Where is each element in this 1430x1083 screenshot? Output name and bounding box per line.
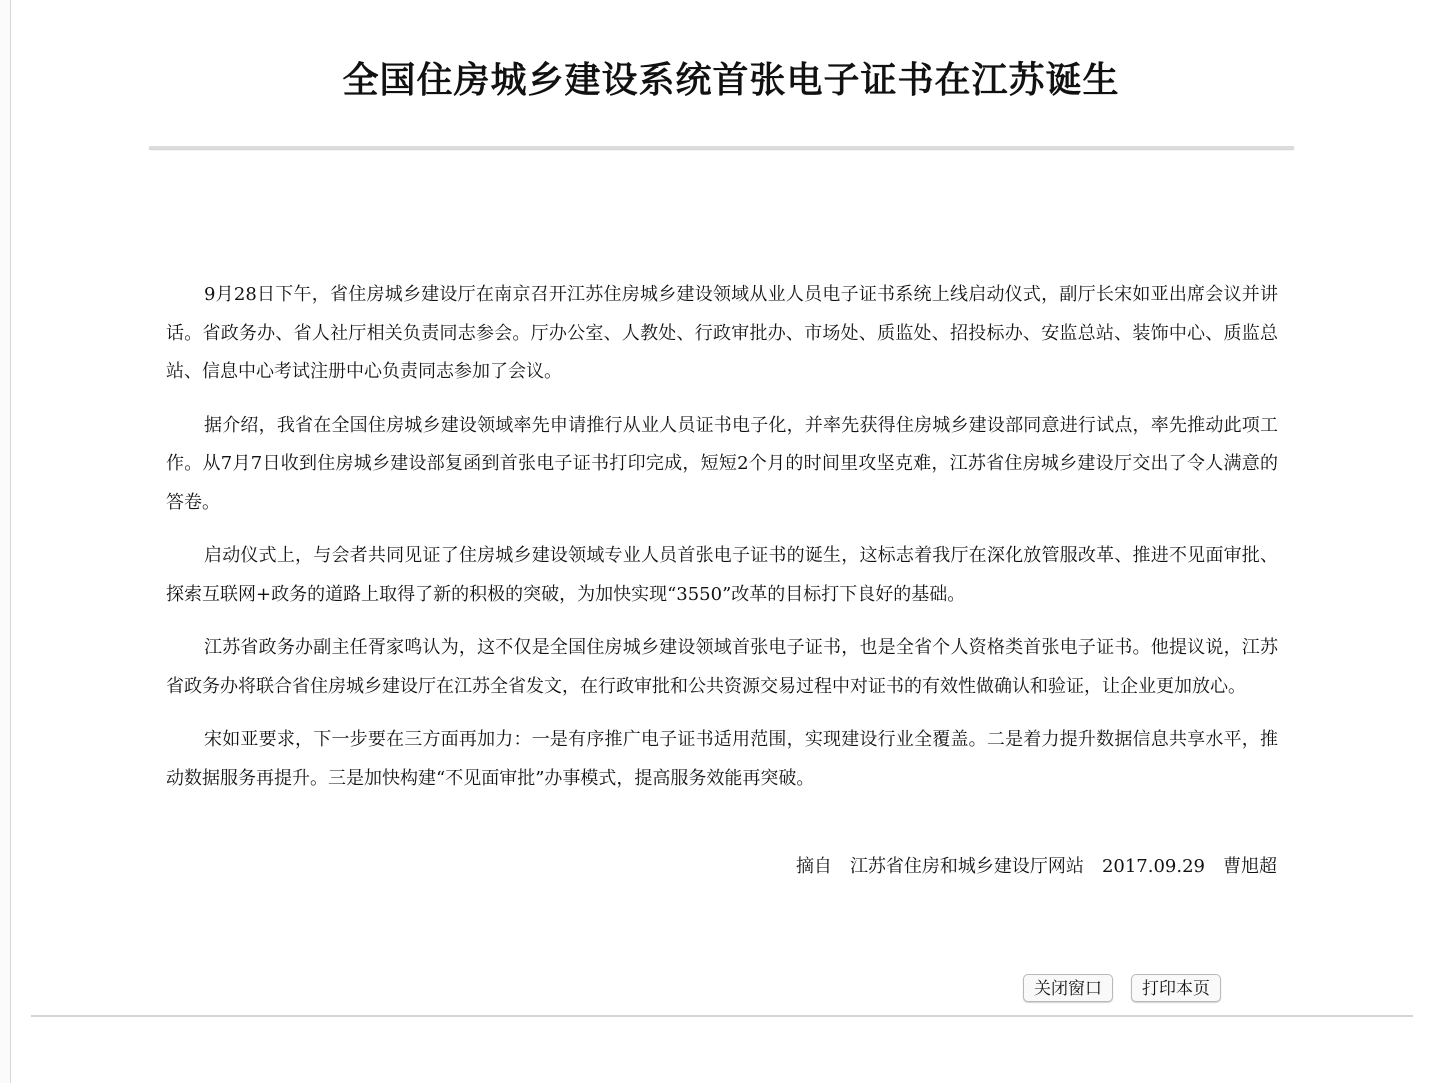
close-window-button[interactable]: 关闭窗口 xyxy=(1023,974,1113,1002)
article-body xyxy=(166,276,1278,813)
source-site: 江苏省住房和城乡建设厅网站 xyxy=(849,856,1084,877)
article-paragraph: 江苏省政务办副主任胥家鸣认为，这不仅是全国住房城乡建设领域首张电子证书，也是全省个人资格类首张电子证书。他提议说，江苏省政务办将联合省住房城乡建设厅在江苏全省发文，在行政审批和公共资源交易过程中对证书的有效性做确认和验证，让企业更加放心。 xyxy=(166,637,1278,697)
footer-divider xyxy=(31,1015,1413,1017)
print-page-button[interactable]: 打印本页 xyxy=(1131,974,1221,1002)
article-paragraph: 宋如亚要求，下一步要在三方面再加力：一是有序推广电子证书适用范围，实现建设行业全覆盖。二是着力提升数据信息共享水平，推动数据服务再提升。三是加快构建“不见面审批”办事模式，提高服务效能再突破。 xyxy=(166,729,1278,789)
title-divider xyxy=(149,146,1294,149)
article-paragraph: 据介绍，我省在全国住房城乡建设领域率先申请推行从业人员证书电子化，并率先获得住房城乡建设部同意进行试点，率先推动此项工作。从7月7日收到住房城乡建设部复函到首张电子证书打印完成，短短2个月的时间里攻坚克难，江苏省住房城乡建设厅交出了令人满意的答卷。 xyxy=(166,414,1278,513)
source-author: 曹旭超 xyxy=(1223,856,1277,877)
article-paragraph: 9月28日下午，省住房城乡建设厅在南京召开江苏住房城乡建设领域从业人员电子证书系统上线启动仪式，副厅长宋如亚出席会议并讲话。省政务办、省人社厅相关负责同志参会。厅办公室、人教处、行政审批办、市场处、质监处、招投标办、安监总站、装饰中心、质监总站、信息中心考试注册中心负责同志参加了会议。 xyxy=(166,284,1278,382)
source-date: 2017.09.29 xyxy=(1101,856,1205,877)
window-left-edge xyxy=(0,0,10,1083)
article-page xyxy=(10,0,1430,1083)
article-paragraph: 启动仪式上，与会者共同见证了住房城乡建设领域专业人员首张电子证书的诞生，这标志着我厅在深化放管服改革、推进不见面审批、探索互联网+政务的道路上取得了新的积极的突破，为加快实现“3550”改革的目标打下良好的基础。 xyxy=(166,545,1278,605)
source-label: 摘自 xyxy=(795,856,832,877)
article-source xyxy=(661,852,1277,878)
article-title: 全国住房城乡建设系统首张电子证书在江苏诞生 xyxy=(342,59,1120,101)
